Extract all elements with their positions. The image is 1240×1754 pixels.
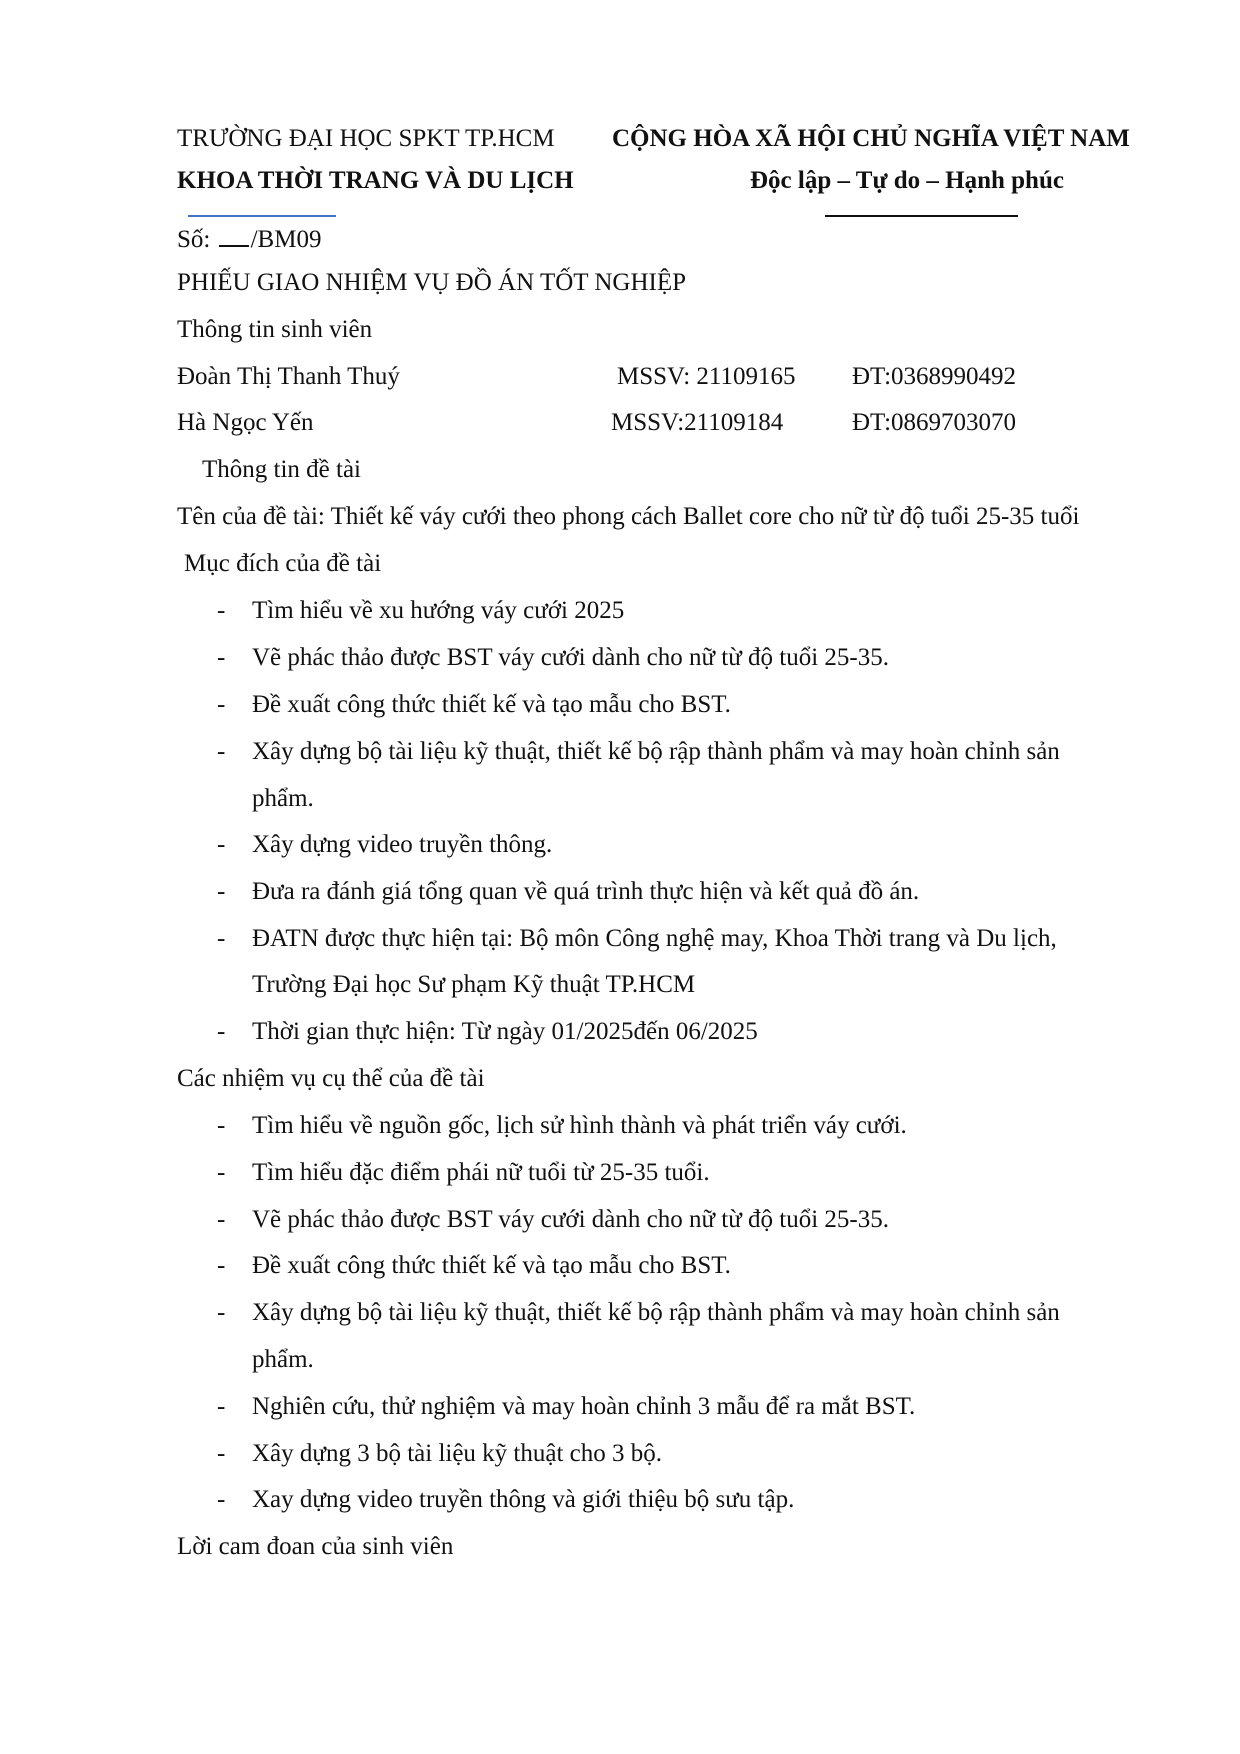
faculty-name: KHOA THỜI TRANG VÀ DU LỊCH — [177, 167, 574, 194]
national-motto: Độc lập – Tự do – Hạnh phúc — [750, 167, 1064, 194]
doc-number-prefix: Số: — [177, 226, 211, 253]
list-dash: - — [217, 1206, 226, 1233]
list-dash: - — [217, 1018, 226, 1045]
purpose-title: Mục đích của đề tài — [184, 550, 382, 577]
purpose-item: Đề xuất công thức thiết kế và tạo mẫu cho BST. — [252, 691, 731, 718]
purpose-item: Xây dựng video truyền thông. — [252, 831, 553, 858]
task-item: Vẽ phác thảo được BST váy cưới dành cho nữ từ độ tuổi 25-35. — [252, 1206, 890, 1233]
list-dash: - — [217, 1440, 226, 1467]
list-dash: - — [217, 878, 226, 905]
national-title: CỘNG HÒA XÃ HỘI CHỦ NGHĨA VIỆT NAM — [612, 125, 1130, 152]
student-section-title: Thông tin sinh viên — [177, 316, 373, 343]
purpose-item: Tìm hiểu về xu hướng váy cưới 2025 — [252, 597, 625, 624]
task-item: Xây dựng bộ tài liệu kỹ thuật, thiết kế bộ rập thành phẩm và may hoàn chỉnh sản — [252, 1299, 1060, 1326]
task-item: Nghiên cứu, thử nghiệm và may hoàn chỉnh 3 mẫu để ra mắt BST. — [252, 1393, 916, 1420]
list-dash: - — [217, 1252, 226, 1279]
purpose-item: Thời gian thực hiện: Từ ngày 01/2025đến 06/2025 — [252, 1018, 758, 1045]
doc-number-suffix: /BM09 — [250, 226, 322, 253]
university-name: TRƯỜNG ĐẠI HỌC SPKT TP.HCM — [177, 125, 555, 152]
right-header-rule — [825, 215, 1018, 217]
purpose-item: Vẽ phác thảo được BST váy cưới dành cho nữ từ độ tuổi 25-35. — [252, 644, 890, 671]
form-title: PHIẾU GIAO NHIỆM VỤ ĐỒ ÁN TỐT NGHIỆP — [177, 269, 687, 296]
student-mssv: MSSV:21109184 — [611, 409, 784, 436]
list-dash: - — [217, 1112, 226, 1139]
task-item: Xay dựng video truyền thông và giới thiệu bộ sưu tập. — [252, 1486, 795, 1513]
topic-section-title: Thông tin đề tài — [202, 456, 361, 483]
doc-number-blank — [219, 225, 249, 247]
left-header-rule — [188, 215, 336, 217]
list-dash: - — [217, 831, 226, 858]
task-item: Đề xuất công thức thiết kế và tạo mẫu cho BST. — [252, 1252, 731, 1279]
student-mssv: MSSV: 21109165 — [617, 363, 796, 390]
purpose-item: ĐATN được thực hiện tại: Bộ môn Công nghệ may, Khoa Thời trang và Du lịch, — [252, 925, 1057, 952]
student-phone: ĐT:0368990492 — [852, 363, 1017, 390]
list-dash: - — [217, 1159, 226, 1186]
purpose-item: Đưa ra đánh giá tổng quan về quá trình thực hiện và kết quả đồ án. — [252, 878, 920, 905]
doc-number — [177, 225, 321, 252]
list-dash: - — [217, 1393, 226, 1420]
tasks-title: Các nhiệm vụ cụ thể của đề tài — [177, 1065, 485, 1092]
list-dash: - — [217, 1299, 226, 1326]
student-phone: ĐT:0869703070 — [852, 409, 1017, 436]
task-item-continued: phẩm. — [252, 1346, 314, 1373]
student-name: Đoàn Thị Thanh Thuý — [177, 363, 400, 390]
task-item: Tìm hiểu đặc điểm phái nữ tuổi từ 25-35 tuổi. — [252, 1159, 710, 1186]
list-dash: - — [217, 738, 226, 765]
list-dash: - — [217, 925, 226, 952]
purpose-item-continued: phẩm. — [252, 785, 314, 812]
purpose-item: Xây dựng bộ tài liệu kỹ thuật, thiết kế bộ rập thành phẩm và may hoàn chỉnh sản — [252, 738, 1060, 765]
task-item: Tìm hiểu về nguồn gốc, lịch sử hình thành và phát triển váy cưới. — [252, 1112, 907, 1139]
purpose-item-continued: Trường Đại học Sư phạm Kỹ thuật TP.HCM — [252, 971, 696, 998]
commitment-title: Lời cam đoan của sinh viên — [177, 1533, 454, 1560]
list-dash: - — [217, 597, 226, 624]
task-item: Xây dựng 3 bộ tài liệu kỹ thuật cho 3 bộ. — [252, 1440, 663, 1467]
list-dash: - — [217, 644, 226, 671]
topic-name: Tên của đề tài: Thiết kế váy cưới theo phong cách Ballet core cho nữ từ độ tuổi 25-35 tuổi — [177, 503, 1080, 530]
list-dash: - — [217, 1486, 226, 1513]
list-dash: - — [217, 691, 226, 718]
student-name: Hà Ngọc Yến — [177, 409, 314, 436]
